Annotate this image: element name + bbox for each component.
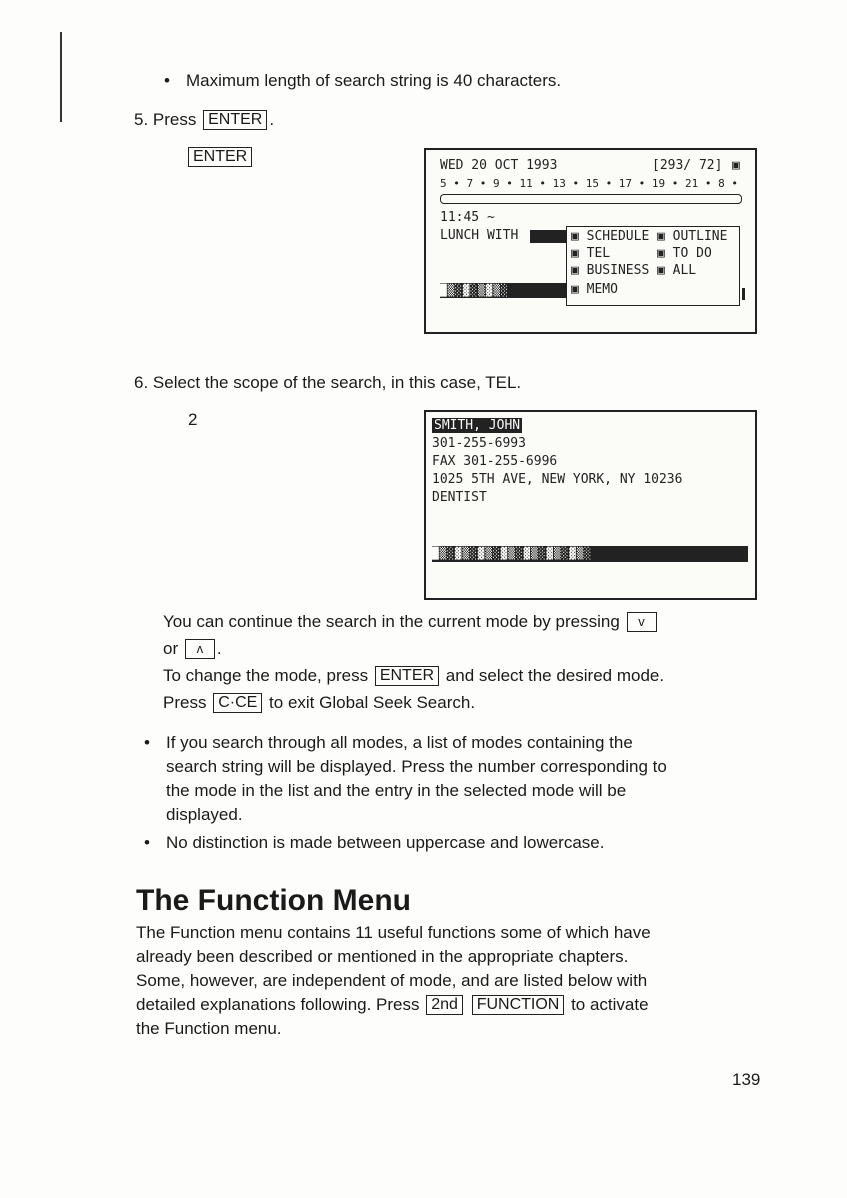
menu-item-business: ▣ BUSINESS [571,263,650,278]
time-bar [440,194,742,204]
bullet-all-modes: • If you search through all modes, a list of modes containing the search string will be displayed. Press the number corresponding to the mode in the list and the entry in the selected mode will be displayed. [166,731,667,827]
lunch-highlight [530,230,566,243]
enter-key: ENTER [203,110,267,130]
step-5-prefix: 5. Press [134,110,197,129]
contact-note: DENTIST [432,490,487,505]
menu-item-schedule: ▣ SCHEDULE [571,229,650,244]
step-6-key: 2 [188,410,198,429]
function-key: FUNCTION [472,995,565,1015]
function-menu-paragraph: The Function menu contains 11 useful functions some of which have already been described or mentioned in the appropriate chapters. Some, however, are independent of mode, and are listed below with detailed explanations following. Press 2nd FUNCTION to activate the Function menu. [136,923,651,1038]
step-5 [134,108,274,132]
step-5-suffix: . [269,110,275,129]
bullet-max-length [186,69,561,93]
down-arrow-key: v [627,612,657,632]
calendar-icon: ▣ [732,158,740,173]
bullet-case: • No distinction is made between uppercase and lowercase. [166,831,604,855]
menu-item-all: ▣ ALL [657,263,697,278]
continue-line-4: Press C·CE to exit Global Seek Search. [163,693,476,712]
continue-line-2: or ʌ . [163,639,222,658]
lcd-screen-schedule [424,148,757,334]
lunch-entry: LUNCH WITH [440,228,519,243]
menu-item-memo: ▣ MEMO [571,282,618,297]
screen2-status-bar: █▒░▓▒░▓▒░▓▒░▓▒░▓▒░▓▒░ [432,546,748,562]
continue-line-3: To change the mode, press ENTER and select the desired mode. [163,666,665,685]
search-scope-menu [566,226,740,306]
enter-key-2: ENTER [375,666,439,686]
cce-key: C·CE [213,693,262,713]
screen1-status-bar: █▒░▓░▒▓▒░ [440,283,566,298]
bullet-max-length-text: Maximum length of search string is 40 characters. [186,71,562,90]
contact-phone: 301-255-6993 [432,436,526,451]
menu-item-tel: ▣ TEL [571,246,611,261]
screen-date: WED 20 OCT 1993 [440,158,558,173]
contact-address: 1025 5TH AVE, NEW YORK, NY 10236 [432,472,683,487]
screen-time: 11:45 ~ [440,210,495,225]
page-number: 139 [732,1070,761,1089]
step-6: 6. Select the scope of the search, in this case, TEL. [134,373,522,392]
contact-name: SMITH, JOHN [434,418,521,433]
days-row: 5 • 7 • 9 • 11 • 13 • 15 • 17 • 19 • 21 • 8 • [440,177,739,190]
menu-item-todo: ▣ TO DO [657,246,712,261]
enter-key-label: ENTER [188,147,252,167]
2nd-key: 2nd [426,995,463,1015]
step-5-key-label [186,145,254,169]
margin-line [60,32,62,122]
menu-item-outline: ▣ OUTLINE [657,229,728,244]
continue-line-1: You can continue the search in the current mode by pressing v [163,610,659,634]
scroll-indicator [742,288,745,300]
up-arrow-key: ʌ [185,639,215,659]
screen-counter: [293/ 72] [652,158,723,173]
section-heading: The Function Menu [136,884,411,917]
lcd-screen-tel [424,410,757,600]
contact-fax: FAX 301-255-6996 [432,454,558,469]
